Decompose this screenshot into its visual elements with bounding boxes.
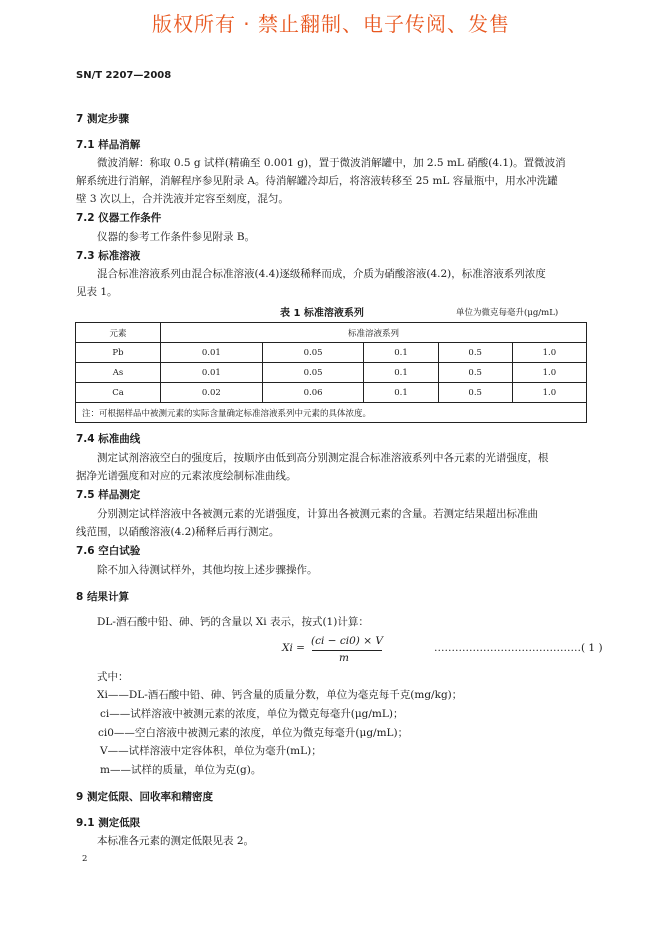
copyright-banner: 版权所有 · 禁止翻制、电子传阅、发售: [151, 12, 511, 36]
section-7-1-line-2: 解系统进行消解，消解程序参见附录 A。待消解罐冷却后，将溶液转移至 25 mL 容量瓶中，用水冲洗罐: [76, 175, 558, 187]
definition-v: V——试样溶液中定容体积，单位为毫升(mL)；: [100, 745, 322, 757]
fraction-bar: [312, 650, 382, 651]
section-7-4-line-1: 测定试剂溶液空白的强度后，按顺序由低到高分别测定混合标准溶液系列中各元素的光谱强度，根: [97, 452, 549, 464]
table-header-element: 元素: [76, 323, 161, 343]
table-1: [75, 322, 587, 423]
definition-ci: ci——试样溶液中被测元素的浓度，单位为微克每毫升(μg/mL)；: [100, 708, 404, 720]
definition-m: m——试样的质量，单位为克(g)。: [100, 764, 262, 776]
table-1-unit: 单位为微克每毫升(μg/mL): [456, 308, 559, 318]
section-7-heading: 7 测定步骤: [76, 113, 129, 125]
table-cell: 0.02: [161, 383, 263, 403]
section-7-3-line-2: 见表 1。: [76, 286, 118, 298]
section-7-4-line-2: 据净光谱强度和对应的元素浓度绘制标准曲线。: [76, 470, 297, 482]
section-7-2-heading: 7.2 仪器工作条件: [76, 212, 162, 224]
where-label: 式中：: [97, 671, 129, 683]
formula-lhs: Xi =: [282, 642, 305, 654]
table-cell: 0.5: [438, 343, 512, 363]
table-cell: 0.01: [161, 363, 263, 383]
table-cell: 1.0: [512, 383, 586, 403]
section-8-heading: 8 结果计算: [76, 591, 129, 603]
table-cell: 0.1: [364, 343, 438, 363]
table-row: [76, 343, 587, 363]
table-cell: 1.0: [512, 363, 586, 383]
definition-ci0: ci0——空白溶液中被测元素的浓度，单位为微克每毫升(μg/mL)；: [98, 727, 409, 739]
table-cell-element: Ca: [76, 383, 161, 403]
section-7-5-heading: 7.5 样品测定: [76, 489, 141, 501]
table-cell: 0.1: [364, 383, 438, 403]
section-9-heading: 9 测定低限、回收率和精密度: [76, 791, 213, 803]
section-7-2-line-1: 仪器的参考工作条件参见附录 B。: [97, 231, 256, 243]
table-cell: 0.06: [262, 383, 364, 403]
section-7-4-heading: 7.4 标准曲线: [76, 433, 141, 445]
section-9-1-heading: 9.1 测定低限: [76, 817, 141, 829]
section-8-line-1: DL-酒石酸中铅、砷、钙的含量以 Xi 表示，按式(1)计算：: [97, 616, 369, 628]
table-cell: 0.1: [364, 363, 438, 383]
section-7-3-line-1: 混合标准溶液系列由混合标准溶液(4.4)逐级稀释而成，介质为硝酸溶液(4.2)，标准溶液系列浓度: [97, 268, 546, 280]
table-cell: 0.01: [161, 343, 263, 363]
formula-number: ……………………………………( 1 ): [434, 642, 603, 654]
table-cell: 1.0: [512, 343, 586, 363]
section-7-5-line-2: 线范围，以硝酸溶液(4.2)稀释后再行测定。: [76, 526, 280, 538]
table-row: [76, 363, 587, 383]
section-7-6-line-1: 除不加入待测试样外，其他均按上述步骤操作。: [97, 564, 318, 576]
table-cell-element: Pb: [76, 343, 161, 363]
section-7-5-line-1: 分别测定试样溶液中各被测元素的光谱强度，计算出各被测元素的含量。若测定结果超出标准曲: [97, 508, 538, 520]
formula-numerator: (ci − ci0) × V: [311, 635, 383, 647]
standard-number: SN/T 2207—2008: [76, 70, 172, 81]
definition-xi: Xi——DL-酒石酸中铅、砷、钙含量的质量分数，单位为毫克每千克(mg/kg)；: [97, 689, 463, 701]
table-cell: 0.05: [262, 363, 364, 383]
section-7-1-line-3: 壁 3 次以上，合并洗液并定容至刻度，混匀。: [76, 193, 289, 205]
table-cell: 0.05: [262, 343, 364, 363]
table-row: [76, 383, 587, 403]
table-cell: 0.5: [438, 383, 512, 403]
section-7-6-heading: 7.6 空白试验: [76, 545, 141, 557]
table-cell: 0.5: [438, 363, 512, 383]
section-9-1-line-1: 本标准各元素的测定低限见表 2。: [97, 835, 255, 847]
section-7-1-heading: 7.1 样品消解: [76, 139, 141, 151]
page-number: 2: [82, 854, 88, 864]
section-7-1-line-1: 微波消解：称取 0.5 g 试样(精确至 0.001 g)，置于微波消解罐中，加 2.5 mL 硝酸(4.1)。置微波消: [97, 157, 566, 169]
table-cell-element: As: [76, 363, 161, 383]
table-header-series: 标准溶液系列: [161, 323, 587, 343]
table-1-title: 表 1 标准溶液系列: [280, 308, 364, 319]
section-7-3-heading: 7.3 标准溶液: [76, 250, 141, 262]
table-note: 注：可根据样品中被测元素的实际含量确定标准溶液系列中元素的具体浓度。: [76, 403, 587, 423]
formula-denominator: m: [339, 652, 349, 664]
